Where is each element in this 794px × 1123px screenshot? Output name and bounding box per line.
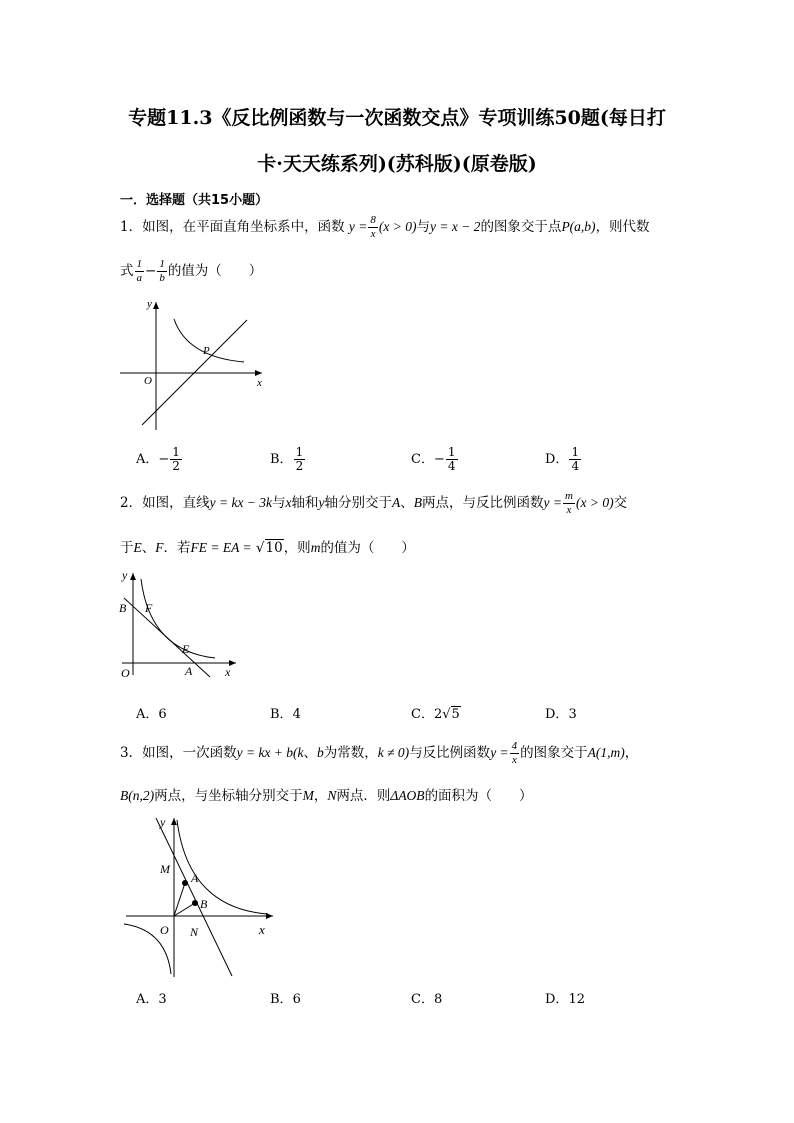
q2-func2-frac [563, 490, 575, 517]
q3-segment-ob [174, 903, 195, 916]
q2-choice-a-value: 6 [158, 707, 167, 722]
q3-choice-b-value: 6 [292, 992, 301, 1007]
q1-choice-c-letter: C． [411, 452, 434, 467]
q1-point-p: P(a,b) [561, 219, 596, 234]
q1-choice-d[interactable] [545, 446, 582, 473]
q3-text-f: ， [624, 745, 639, 761]
q1-choice-d-num: 1 [571, 445, 580, 459]
q2-choice-a[interactable] [136, 703, 167, 722]
q1-expr-den1: a [136, 272, 142, 284]
q1-line2 [120, 258, 262, 285]
q3-func2-frac [510, 740, 520, 767]
q2-f-label: F [145, 601, 153, 615]
q3-text-e: 的图象交于 [520, 745, 588, 761]
q2-choice-b-letter: B． [270, 707, 293, 722]
q2-equation: FE = EA = [190, 540, 252, 555]
q1-choice-a-frac [170, 446, 182, 473]
q2-origin-label: O [121, 666, 130, 680]
q2-m-var: m [310, 540, 321, 555]
q3-func2-num: 4 [511, 740, 518, 752]
q3-line2 [120, 784, 533, 804]
q2-text-c: 轴和 [291, 495, 319, 511]
q3-line-graph [156, 818, 232, 976]
q3-a-label: A [191, 871, 199, 885]
q2-figure [112, 565, 242, 685]
section-heading: 一．选择题（共15小题） [120, 193, 269, 208]
q1-choice-b-letter: B． [270, 452, 293, 467]
q3-choice-d-value: 12 [568, 992, 585, 1007]
q1-figure [112, 292, 272, 442]
q1-choice-b-num: 1 [295, 445, 304, 459]
q1-expr-num2: 1 [159, 258, 165, 270]
q3-choice-c[interactable] [411, 988, 442, 1007]
doc-title-line1: 专题11.3《反比例函数与一次函数交点》专项训练50题(每日打 [128, 107, 666, 129]
doc-title-line2: 卡·天天练系列)(苏科版)(原卷版) [257, 153, 537, 175]
q2-text-h: ．若 [163, 540, 191, 556]
q1-func1-frac [368, 214, 378, 241]
q2-text-i: ，则 [283, 540, 311, 556]
q2-point-b: B [413, 495, 423, 510]
q1-text-d: ，则代数 [595, 219, 650, 235]
q3-choice-a-letter: A． [136, 992, 159, 1007]
q3-point-a: A(1,m) [587, 745, 625, 760]
q2-y-label: y [122, 568, 128, 582]
q1-func1-num: 8 [370, 214, 376, 226]
q1-choice-c-frac [446, 446, 458, 473]
q3-text-b: 、 [303, 745, 318, 761]
q1-text-e: 式 [120, 263, 134, 279]
q1-text-a: 如图，在平面直角坐标系中，函数 [142, 219, 345, 235]
q2-line1 [120, 490, 627, 517]
q1-choice-a[interactable] [136, 446, 183, 473]
q1-choice-a-den: 2 [172, 459, 180, 473]
q1-line1 [120, 214, 650, 241]
q3-line1 [120, 740, 638, 767]
q2-x-var: x [285, 495, 292, 510]
q1-choice-a-sign: − [158, 452, 170, 467]
q3-segment-oa [174, 883, 185, 916]
q2-text-e: 两点，与反比例函数 [422, 495, 544, 511]
q1-choice-a-letter: A． [136, 452, 159, 467]
q3-hyperbola-right [177, 820, 268, 914]
q1-expr-den2: b [159, 272, 165, 284]
q3-text-h: ， [313, 788, 328, 804]
q2-y-var: y [318, 495, 325, 510]
q3-text-c: 为常数， [323, 745, 378, 761]
q3-choice-b[interactable] [270, 988, 301, 1007]
q1-choice-c-num: 1 [447, 445, 456, 459]
q3-triangle: ΔAOB [390, 788, 425, 803]
q2-b-label: B [119, 601, 127, 615]
q2-number: 2． [120, 495, 143, 511]
q3-choice-d-letter: D． [545, 992, 569, 1007]
q3-choice-c-value: 8 [433, 992, 443, 1007]
q1-origin-label: O [144, 375, 152, 387]
q1-choice-d-letter: D． [545, 452, 569, 467]
q2-point-f: F [155, 540, 164, 555]
q3-number: 3． [120, 745, 143, 761]
q1-x-arrow [255, 370, 262, 376]
q1-func2: y = x − 2 [429, 219, 481, 234]
q3-choice-a[interactable] [136, 988, 167, 1007]
q2-choice-b-value: 4 [292, 707, 301, 722]
q1-choice-c-sign: − [433, 452, 445, 467]
q2-choice-c-sqrt: 5 [451, 707, 460, 722]
q3-m-label: M [160, 862, 170, 876]
q2-text-g: 于 [120, 540, 134, 556]
q3-point-n: N [327, 788, 337, 803]
q3-point-a-dot [182, 880, 188, 886]
q3-b-label: B [200, 897, 208, 911]
q1-func1-den: x [370, 228, 376, 240]
q2-sep2: 、 [141, 540, 156, 556]
q3-choice-b-letter: B． [270, 992, 293, 1007]
q1-choice-d-den: 4 [571, 459, 580, 473]
q2-func2-den: x [566, 504, 572, 516]
q1-number: 1． [120, 219, 143, 235]
q1-choice-b-frac [294, 446, 306, 473]
q1-choice-b-den: 2 [295, 459, 304, 473]
q2-e-label: E [182, 642, 190, 656]
q3-point-b: B(n,2) [120, 788, 155, 803]
q2-text-b: 与 [272, 495, 286, 511]
q1-expr-frac2 [157, 258, 167, 285]
q2-choice-b[interactable] [270, 703, 301, 722]
q2-choice-c[interactable]: C．2√5 [411, 707, 460, 722]
q2-text-d: 轴分别交于 [324, 495, 393, 511]
q3-text-d: 与反比例函数 [409, 745, 491, 761]
q2-func2-cond: (x > 0) [575, 495, 614, 510]
q1-choice-c-den: 4 [447, 459, 456, 473]
q1-text-c: 的图象交于点 [480, 219, 562, 235]
q3-text-a: 如图，一次函数 [142, 745, 237, 761]
q2-y-arrow [130, 573, 136, 580]
q3-y-arrow [171, 818, 177, 825]
q3-y-label: y [160, 815, 166, 829]
q2-a-label: A [185, 664, 193, 678]
q3-func1: y = kx + b(k [236, 745, 304, 760]
q3-choice-c-letter: C． [411, 992, 434, 1007]
q1-p-label: P [203, 345, 210, 357]
q1-func1-cond: (x > 0) [378, 219, 417, 234]
q1-x-label: x [257, 377, 262, 389]
q1-expr-num1: 1 [136, 258, 142, 270]
q1-choice-c[interactable] [411, 446, 459, 473]
q2-x-label: x [225, 665, 231, 679]
q2-point-e: E [133, 540, 142, 555]
q2-choice-c-value: 2 [433, 707, 443, 722]
q2-choice-a-letter: A． [136, 707, 159, 722]
q3-x-label: x [259, 922, 265, 937]
q3-b-var: b [317, 745, 324, 760]
q1-expr-frac1 [135, 258, 145, 285]
q3-func2-lhs: y = [490, 745, 509, 760]
q2-text-a: 如图，直线 [142, 495, 210, 511]
q2-text-j: 的值为（ ） [320, 540, 415, 556]
q1-text-b: 与 [416, 219, 430, 235]
q1-y-arrow [153, 302, 159, 309]
q3-choice-d[interactable] [545, 988, 585, 1007]
q3-text-j: 的面积为（ ） [424, 788, 533, 804]
q1-text-f: 的值为（ ） [167, 263, 263, 279]
q2-sqrt-value: 10 [265, 540, 283, 556]
q2-choice-d-value: 3 [568, 707, 577, 722]
q1-expr-minus: − [145, 263, 157, 279]
q3-figure [118, 812, 280, 982]
q1-choice-a-num: 1 [172, 445, 180, 459]
q2-line2: 于E、F．若FE = EA = √10，则m的值为（ ） [120, 540, 415, 556]
q1-choice-b[interactable] [270, 446, 306, 473]
q1-func1-lhs: y = [348, 219, 368, 234]
q2-point-a: A [392, 495, 401, 510]
q2-choice-d-letter: D． [545, 707, 569, 722]
q2-func2-lhs: y = [543, 495, 563, 510]
q3-k-cond: k ≠ 0) [377, 745, 410, 760]
q3-text-g: 两点，与坐标轴分别交于 [154, 788, 303, 804]
q2-choice-c-letter: C． [411, 707, 434, 722]
q3-point-b-dot [192, 900, 198, 906]
q2-text-f: 交 [613, 495, 628, 511]
q2-choice-d[interactable] [545, 703, 577, 722]
q3-origin-label: O [160, 923, 169, 937]
q2-func1: y = kx − 3k [209, 495, 273, 510]
q2-func2-num: m [565, 490, 573, 502]
q1-choice-d-frac [569, 446, 581, 473]
q1-y-label: y [147, 298, 152, 310]
q3-choice-a-value: 3 [158, 992, 167, 1007]
q3-text-i: 两点．则 [336, 788, 391, 804]
q3-func2-den: x [511, 754, 517, 766]
q2-sep1: 、 [400, 495, 414, 511]
q3-point-m: M [302, 788, 314, 803]
q3-n-label: N [190, 925, 199, 939]
q2-hyperbola [141, 579, 215, 658]
